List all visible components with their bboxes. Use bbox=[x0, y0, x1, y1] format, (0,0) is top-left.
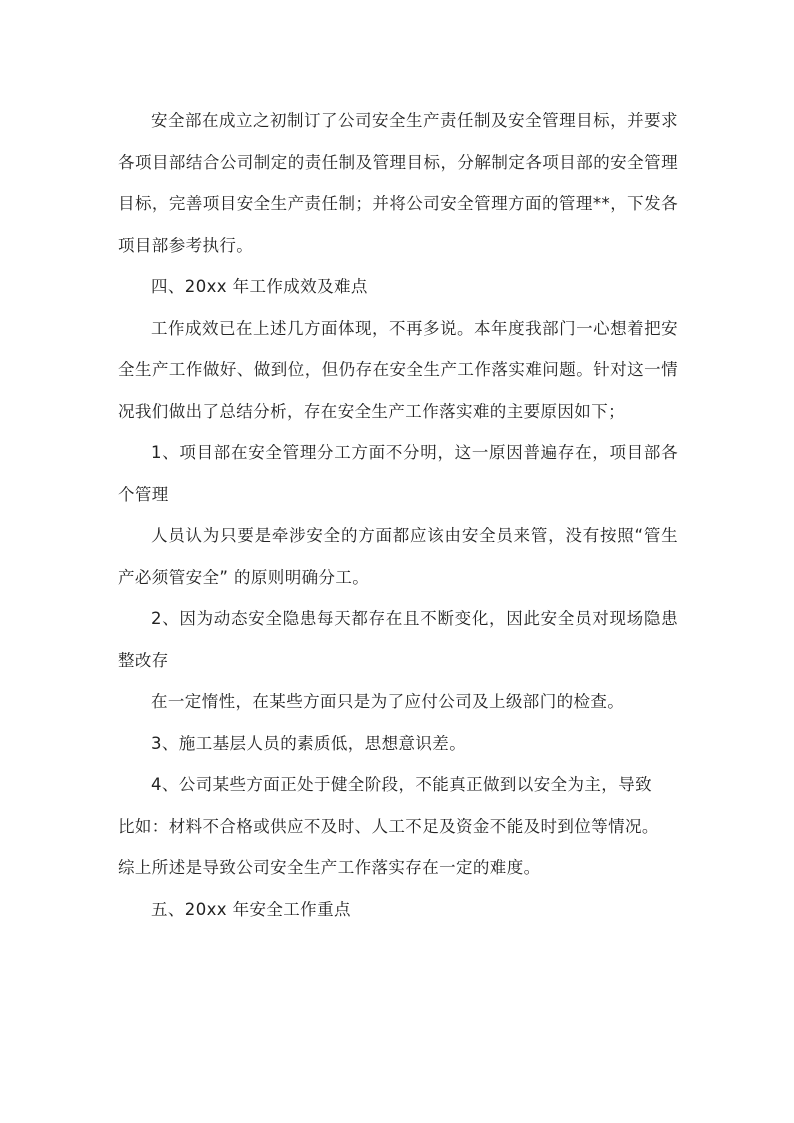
paragraph-work-results: 工作成效已在上述几方面体现，不再多说。本年度我部门一心想着把安全生产工作做好、做到位，但仍存在安全生产工作落实难问题。针对这一情况我们做出了总结分析，存在安全生产工作落实难的主要原因如下； bbox=[118, 318, 678, 421]
paragraph-reason-1-continued: 人员认为只要是牵涉安全的方面都应该由安全员来管，没有按照“管生产必须管安全” 的原则明确分工。 bbox=[118, 526, 678, 587]
paragraph-reason-3: 3、施工基层人员的素质低，思想意识差。 bbox=[151, 733, 467, 753]
paragraph-reason-2-continued: 在一定惰性，在某些方面只是为了应付公司及上级部门的检查。 bbox=[151, 692, 625, 711]
paragraph-reason-1: 1、项目部在安全管理分工方面不分明，这一原因普遍存在，项目部各个管理 bbox=[118, 443, 678, 504]
paragraph-reason-4: 4、公司某些方面正处于健全阶段，不能真正做到以安全为主，导致 bbox=[151, 775, 652, 794]
section-heading-5: 五、20xx 年安全工作重点 bbox=[151, 899, 351, 919]
paragraph-summary: 综上所述是导致公司安全生产工作落实存在一定的难度。 bbox=[118, 858, 541, 877]
document-body bbox=[118, 100, 678, 930]
paragraph-reason-4-example: 比如：材料不合格或供应不及时、人工不足及资金不能及时到位等情况。 bbox=[118, 816, 659, 836]
paragraph-safety-responsibility: 安全部在成立之初制订了公司安全生产责任制及安全管理目标，并要求各项目部结合公司制定的责任制及管理目标，分解制定各项目部的安全管理目标，完善项目安全生产责任制；并将公司安全管理方面的管理**，下发各项目部参考执行。 bbox=[118, 111, 678, 255]
paragraph-reason-2: 2、因为动态安全隐患每天都存在且不断变化，因此安全员对现场隐患整改存 bbox=[118, 609, 678, 670]
section-heading-4: 四、20xx 年工作成效及难点 bbox=[151, 277, 368, 296]
